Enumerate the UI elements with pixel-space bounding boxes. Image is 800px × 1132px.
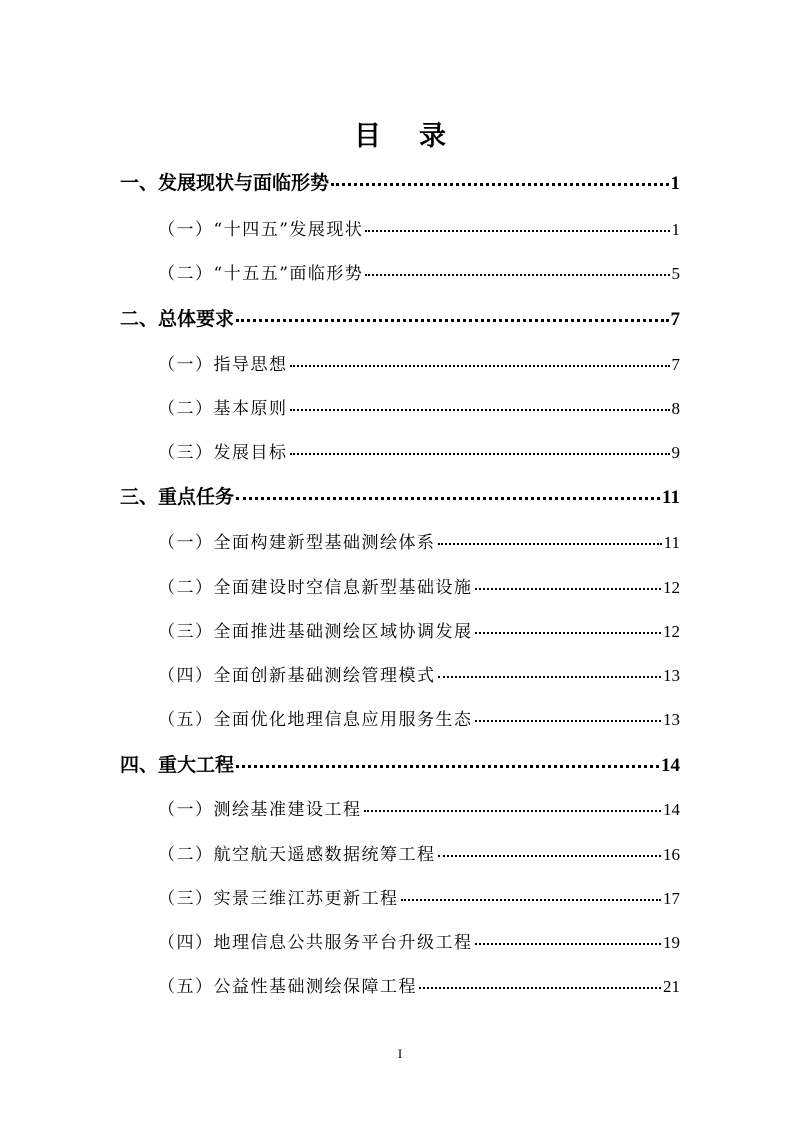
dot-leader xyxy=(401,899,662,901)
dot-leader xyxy=(475,943,662,945)
toc-entry-page: 14 xyxy=(661,755,680,776)
dot-leader xyxy=(236,765,659,768)
toc-entry-2-1[interactable] xyxy=(158,350,680,375)
toc-entry-page: 12 xyxy=(663,622,680,641)
dot-leader xyxy=(475,632,662,634)
title-char-1: 目 xyxy=(354,121,381,152)
dot-leader xyxy=(290,453,670,455)
footer-page-number: I xyxy=(397,1046,403,1061)
dot-leader xyxy=(438,543,662,545)
toc-entry-chapter-3[interactable] xyxy=(120,482,680,509)
toc-entry-page: 16 xyxy=(663,845,680,864)
toc-entry-label: （三）发展目标 xyxy=(158,443,288,463)
toc-entry-page: 1 xyxy=(671,220,680,239)
toc-entry-page: 13 xyxy=(663,710,680,729)
dot-leader xyxy=(364,810,662,812)
toc-entry-4-4[interactable] xyxy=(158,928,680,953)
toc-entry-label: （四）全面创新基础测绘管理模式 xyxy=(158,666,436,686)
dot-leader xyxy=(331,183,668,186)
dot-leader xyxy=(365,274,669,276)
dot-leader xyxy=(419,987,661,989)
toc-entry-3-4[interactable] xyxy=(158,661,680,686)
toc-entry-label: （二）基本原则 xyxy=(158,399,288,419)
toc-entry-chapter-2[interactable] xyxy=(120,304,680,331)
toc-entry-label: （一）测绘基准建设工程 xyxy=(158,800,362,820)
toc-entry-3-3[interactable] xyxy=(158,617,680,642)
toc-entry-label: （四）地理信息公共服务平台升级工程 xyxy=(158,933,473,953)
toc-entry-label: （一）指导思想 xyxy=(158,355,288,375)
toc-entry-page: 14 xyxy=(663,800,680,819)
toc-entry-page: 21 xyxy=(663,977,680,996)
toc-entry-label: （五）全面优化地理信息应用服务生态 xyxy=(158,710,473,730)
toc-entry-3-2[interactable] xyxy=(158,573,680,598)
toc-entry-label: （二）“十五五”面临形势 xyxy=(158,264,364,284)
toc-entry-page: 7 xyxy=(670,309,680,330)
dot-leader xyxy=(236,319,668,322)
toc-entry-label: （三）全面推进基础测绘区域协调发展 xyxy=(158,622,473,642)
toc-entry-label: （三）实景三维江苏更新工程 xyxy=(158,889,399,909)
toc-entry-4-1[interactable] xyxy=(158,795,680,820)
dot-leader xyxy=(290,365,670,367)
toc-entry-page: 5 xyxy=(671,264,680,283)
dot-leader xyxy=(438,855,662,857)
dot-leader xyxy=(365,230,669,232)
toc-entry-label: （五）公益性基础测绘保障工程 xyxy=(158,977,417,997)
toc-entry-page: 9 xyxy=(671,443,680,462)
toc-entry-page: 8 xyxy=(671,399,680,418)
toc-entry-2-2[interactable] xyxy=(158,394,680,419)
dot-leader xyxy=(236,497,660,500)
toc-entry-4-5[interactable] xyxy=(158,972,680,997)
dot-leader xyxy=(475,588,662,590)
toc-entry-page: 1 xyxy=(670,173,680,194)
dot-leader xyxy=(475,720,662,722)
toc-entry-label: （一）“十四五”发展现状 xyxy=(158,220,364,240)
toc-entry-label: 二、总体要求 xyxy=(120,308,235,330)
toc-entry-chapter-4[interactable] xyxy=(120,750,680,777)
toc-entry-label: （二）全面建设时空信息新型基础设施 xyxy=(158,578,473,598)
toc-entry-label: （二）航空航天遥感数据统筹工程 xyxy=(158,845,436,865)
toc-entry-label: 四、重大工程 xyxy=(120,754,235,776)
toc-entry-2-3[interactable] xyxy=(158,438,680,463)
dot-leader xyxy=(438,676,662,678)
toc-entry-4-3[interactable] xyxy=(158,884,680,909)
toc-entry-page: 12 xyxy=(663,578,680,597)
toc-entry-page: 13 xyxy=(663,666,680,685)
toc-entry-label: 一、发展现状与面临形势 xyxy=(120,172,330,194)
toc-entry-label: （一）全面构建新型基础测绘体系 xyxy=(158,533,436,553)
dot-leader xyxy=(290,409,670,411)
toc-entry-3-1[interactable] xyxy=(158,528,680,553)
toc-entry-1-2[interactable] xyxy=(158,259,680,284)
toc-entry-page: 19 xyxy=(663,933,680,952)
toc-entry-page: 11 xyxy=(663,533,680,552)
toc-entry-4-2[interactable] xyxy=(158,840,680,865)
toc-entry-page: 11 xyxy=(662,487,680,508)
toc-entry-3-5[interactable] xyxy=(158,705,680,730)
toc-entry-chapter-1[interactable] xyxy=(120,168,680,195)
title-char-2: 录 xyxy=(419,121,446,152)
toc-entry-1-1[interactable] xyxy=(158,215,680,240)
toc-entry-label: 三、重点任务 xyxy=(120,486,235,508)
toc-entry-page: 17 xyxy=(663,889,680,908)
toc-entry-page: 7 xyxy=(671,355,680,374)
